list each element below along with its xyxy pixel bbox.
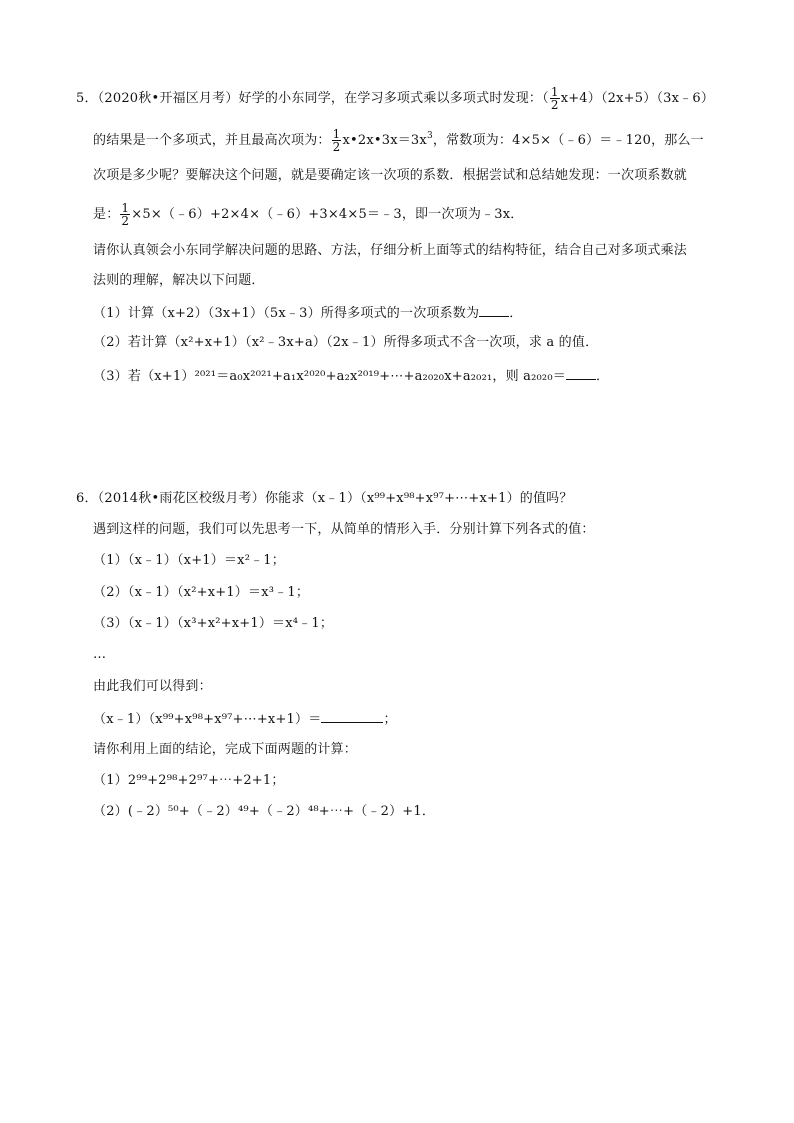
q6-example-1: （1）（x﹣1）（x+1）＝x²﹣1； [93, 553, 285, 568]
q5-expression: x+4）（2x+5）（3x﹣6） [560, 91, 715, 106]
q5-line-6: 法则的理解，解决以下问题． [93, 273, 265, 288]
q6-line-2: 遇到这样的问题，我们可以先思考一下，从简单的情形入手．分别计算下列各式的值： [93, 522, 595, 537]
q5-line-5: 请你认真领会小东同学解决问题的思路、方法，仔细分析上面等式的结构特征，结合自己对多项式乘法 [93, 243, 688, 258]
q5-number: 5． [76, 91, 98, 106]
q5-line-2: 的结果是一个多项式，并且最高次项为： $\frac{1}{2}$ $x•2x•3x=3x^3$，常数项为：4×5×（﹣6）＝﹣120，那么一 [93, 127, 704, 154]
q5-part-3: （3）若（x+1）²⁰²¹＝a₀x²⁰²¹+a₁x²⁰²⁰+a₂x²⁰¹⁹+⋯+a₂₀₂₀x+a₂₀₂₁，则 a₂₀₂₀＝ ． [93, 369, 610, 384]
answer-blank[interactable] [566, 367, 596, 380]
q6-calc-2: （2）(﹣2）⁵⁰+（﹣2）⁴⁹+（﹣2）⁴⁸+⋯+（﹣2）+1． [93, 804, 436, 819]
q5-line-3: 次项是多少呢？要解决这个问题，就是要确定该一次项的系数．根据尝试和总结她发现：一次项系数就 [93, 168, 688, 183]
q6-calc-1: （1）2⁹⁹+2⁹⁸+2⁹⁷+⋯+2+1； [93, 773, 285, 788]
q6-line-4: （x﹣1）（x⁹⁹+x⁹⁸+x⁹⁷+⋯+x+1）＝ ； [93, 712, 397, 727]
fraction-one-half: $\frac{1}{2}$ [121, 201, 130, 228]
q5-line-4: 是： $\frac{1}{2}$ ×5×（﹣6）+2×4×（﹣6）+3×4×5＝﹣3，即一次项为﹣3x． [93, 201, 524, 228]
q6-line-3: 由此我们可以得到： [93, 679, 212, 694]
q6-ellipsis: … [93, 647, 107, 662]
q6-line-5: 请你利用上面的结论，完成下面两题的计算： [93, 742, 358, 757]
q5-source: （2020秋•开福区月考） [97, 91, 239, 106]
q5-line-1 [76, 86, 714, 111]
q6-source: （2014秋•雨花区校级月考） [97, 491, 265, 506]
q6-example-2: （2）（x﹣1）（x²+x+1）＝x³﹣1； [93, 585, 310, 600]
q5-intro: 好学的小东同学，在学习多项式乘以多项式时发现：（ [238, 91, 549, 106]
fraction-one-half: $\frac{1}{2}$ [550, 85, 559, 112]
q5-part-2: （2）若计算（x²+x+1）（x²﹣3x+a）（2x﹣1）所得多项式不含一次项，求 a 的值． [93, 335, 599, 350]
q6-example-3: （3）（x﹣1）（x³+x²+x+1）＝x⁴﹣1； [93, 616, 334, 631]
q5-part-1: （1）计算（x+2）（3x+1）（5x﹣3）所得多项式的一次项系数为 ． [93, 306, 523, 321]
answer-blank[interactable] [479, 304, 509, 317]
answer-blank[interactable] [321, 710, 383, 723]
q6-line-1: 6．（2014秋•雨花区校级月考）你能求（x﹣1）（x⁹⁹+x⁹⁸+x⁹⁷+⋯+x+1）的值吗？ [76, 491, 573, 506]
fraction-one-half: $\frac{1}{2}$ [332, 127, 341, 154]
q6-number: 6． [76, 491, 98, 506]
